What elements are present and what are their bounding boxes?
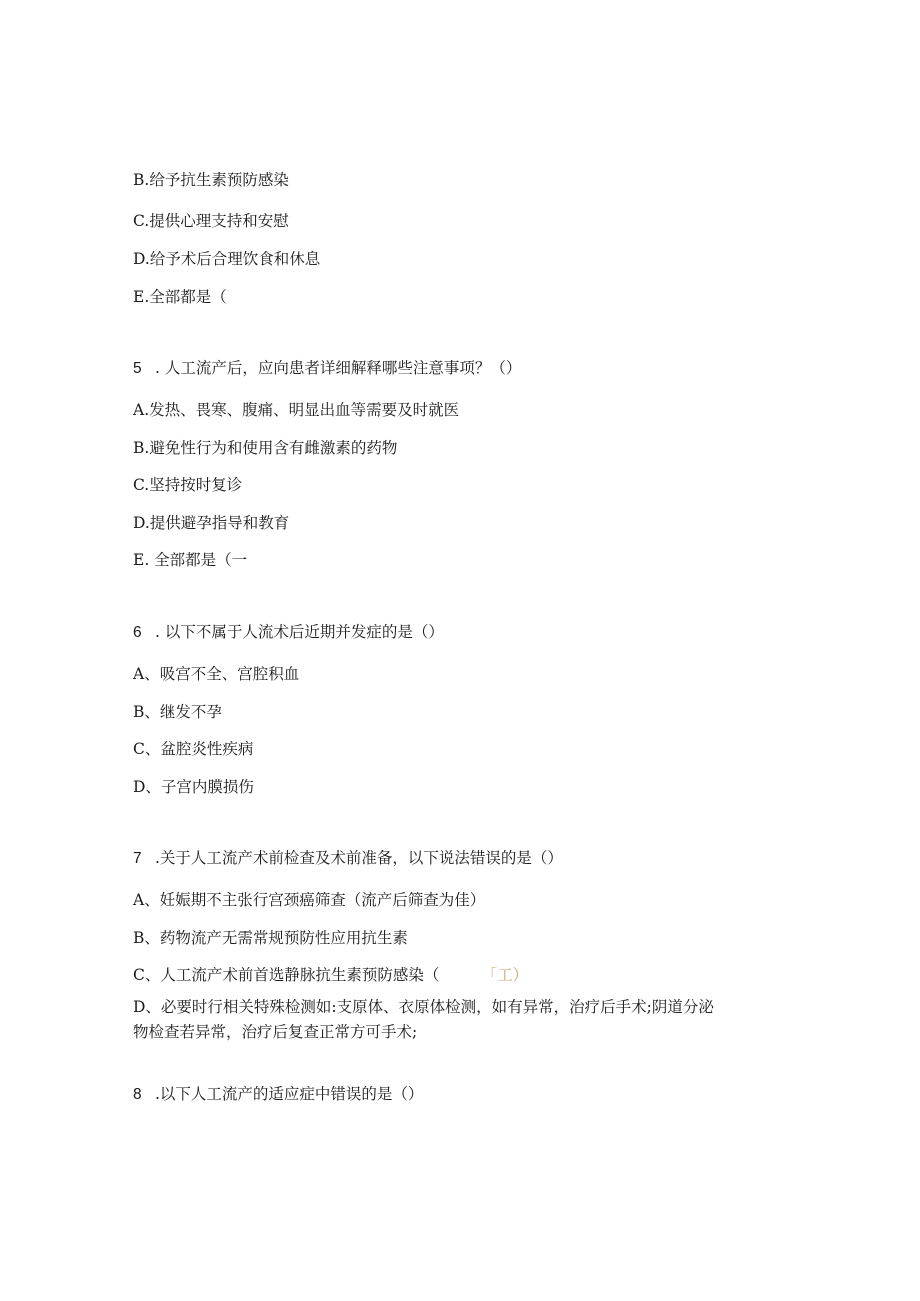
- question-number: 6: [133, 624, 142, 641]
- question-number: 8: [133, 1086, 142, 1103]
- handwritten-mark: 「工）: [489, 966, 529, 984]
- q7-option-a: A、妊娠期不主张行宫颈癌筛查（流产后筛查为佳）: [133, 891, 486, 909]
- q7-option-c-text: C、人工流产术前首选静脉抗生素预防感染（: [133, 966, 440, 984]
- question-text: . 人工流产后，应向患者详细解释哪些注意事项？（）: [155, 359, 522, 377]
- q5-option-c: C.坚持按时复诊: [133, 476, 243, 494]
- q7-option-d-line-1: D、必要时行相关特殊检测如:支原体、衣原体检测，如有异常，治疗后手术;阴道分泌: [133, 998, 714, 1016]
- q5-option-e: E. 全部都是（一: [133, 551, 248, 569]
- option-b-prev: B.给予抗生素预防感染: [133, 171, 289, 189]
- q6-option-c: C、盆腔炎性疾病: [133, 740, 254, 758]
- question-number: 5: [133, 360, 142, 377]
- q7-option-b: B、药物流产无需常规预防性应用抗生素: [133, 929, 408, 947]
- question-text: .关于人工流产术前检查及术前准备，以下说法错误的是（）: [155, 849, 563, 867]
- q5-option-b: B.避免性行为和使用含有雌激素的药物: [133, 439, 398, 457]
- q7-option-d-line-2: 物检查若异常，治疗后复查正常方可手术;: [133, 1023, 418, 1041]
- q5-option-a: A.发热、畏寒、腹痛、明显出血等需要及时就医: [133, 401, 460, 419]
- question-number: 7: [133, 850, 142, 867]
- q6-option-b: B、继发不孕: [133, 703, 222, 721]
- question-text: . 以下不属于人流术后近期并发症的是（）: [155, 623, 444, 641]
- question-8: [133, 1084, 423, 1105]
- q7-option-c: [133, 965, 528, 985]
- question-7: [133, 848, 563, 869]
- option-d-prev: D.给予术后合理饮食和休息: [133, 250, 321, 268]
- q6-option-a: A、吸宫不全、宫腔积血: [133, 665, 300, 683]
- question-6: [133, 622, 444, 643]
- q6-option-d: D、子宫内膜损伤: [133, 778, 254, 796]
- q5-option-d: D.提供避孕指导和教育: [133, 514, 290, 532]
- question-5: [133, 358, 521, 379]
- question-text: .以下人工流产的适应症中错误的是（）: [155, 1085, 424, 1103]
- option-e-prev: E.全部都是（: [133, 288, 227, 306]
- option-c-prev: C.提供心理支持和安慰: [133, 212, 289, 230]
